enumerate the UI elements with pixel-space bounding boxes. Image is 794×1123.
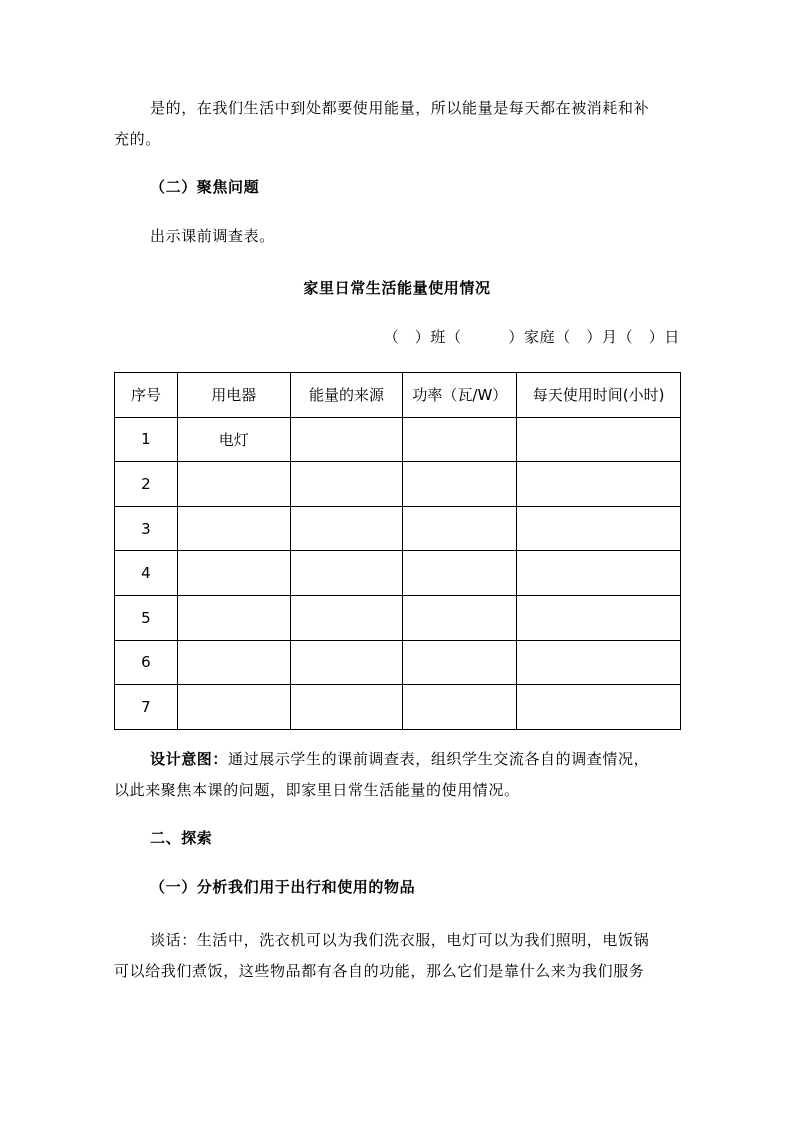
table-header-row xyxy=(115,373,681,418)
design-intent-text: 通过展示学生的课前调查表，组织学生交流各自的调查情况， xyxy=(228,750,650,768)
table-cell xyxy=(290,417,403,462)
explore-heading: 二、探索 xyxy=(150,829,213,847)
table-cell: 5 xyxy=(115,595,178,640)
table-cell xyxy=(290,551,403,596)
table-cell: 电灯 xyxy=(177,417,290,462)
table-row xyxy=(115,417,681,462)
explore-line-2: 可以给我们煮饭，这些物品都有各自的功能，那么它们是靠什么来为我们服务 xyxy=(114,962,645,980)
form-line: （ ）班（ ）家庭（ ）月（ ）日 xyxy=(383,328,680,346)
table-cell: 6 xyxy=(115,640,178,685)
table-cell: 7 xyxy=(115,685,178,730)
header-cell-energy-source: 能量的来源 xyxy=(290,373,403,418)
table-cell xyxy=(517,551,681,596)
table-cell xyxy=(403,417,517,462)
table-cell xyxy=(177,685,290,730)
table-cell xyxy=(403,595,517,640)
table-cell: 4 xyxy=(115,551,178,596)
focus-text: 出示课前调查表。 xyxy=(150,227,275,245)
header-cell-index: 序号 xyxy=(115,373,178,418)
table-cell xyxy=(177,506,290,551)
table-cell xyxy=(517,462,681,507)
table-cell xyxy=(177,640,290,685)
table-cell xyxy=(403,506,517,551)
table-cell xyxy=(517,595,681,640)
table-row xyxy=(115,685,681,730)
design-intent-label: 设计意图： xyxy=(150,750,229,768)
table-cell xyxy=(290,685,403,730)
header-cell-power: 功率（瓦/W） xyxy=(403,373,517,418)
design-intent-line-2: 以此来聚焦本课的问题，即家里日常生活能量的使用情况。 xyxy=(114,781,520,799)
table-cell: 3 xyxy=(115,506,178,551)
focus-heading: （二）聚焦问题 xyxy=(150,178,260,196)
header-cell-daily-hours: 每天使用时间(小时) xyxy=(517,373,681,418)
table-cell xyxy=(517,640,681,685)
header-cell-appliance: 用电器 xyxy=(177,373,290,418)
table-title: 家里日常生活能量使用情况 xyxy=(303,279,491,297)
table-cell xyxy=(517,685,681,730)
table-cell xyxy=(517,506,681,551)
explore-subheading: （一）分析我们用于出行和使用的物品 xyxy=(150,878,416,896)
table-cell: 1 xyxy=(115,417,178,462)
table-cell xyxy=(290,595,403,640)
table-cell xyxy=(403,685,517,730)
table-cell xyxy=(177,595,290,640)
intro-line-2: 充的。 xyxy=(114,130,161,148)
table-cell xyxy=(290,640,403,685)
explore-line-1: 谈话：生活中，洗衣机可以为我们洗衣服，电灯可以为我们照明，电饭锅 xyxy=(150,931,650,949)
table-cell xyxy=(177,551,290,596)
survey-table xyxy=(114,372,681,730)
table-cell xyxy=(517,417,681,462)
table-row xyxy=(115,462,681,507)
table-row xyxy=(115,506,681,551)
table-cell xyxy=(403,640,517,685)
table-row xyxy=(115,640,681,685)
table-row xyxy=(115,551,681,596)
table-cell: 2 xyxy=(115,462,178,507)
table-cell xyxy=(177,462,290,507)
intro-line-1: 是的，在我们生活中到处都要使用能量，所以能量是每天都在被消耗和补 xyxy=(150,99,650,117)
table-row xyxy=(115,595,681,640)
table-cell xyxy=(290,506,403,551)
table-cell xyxy=(403,462,517,507)
table-cell xyxy=(290,462,403,507)
table-cell xyxy=(403,551,517,596)
